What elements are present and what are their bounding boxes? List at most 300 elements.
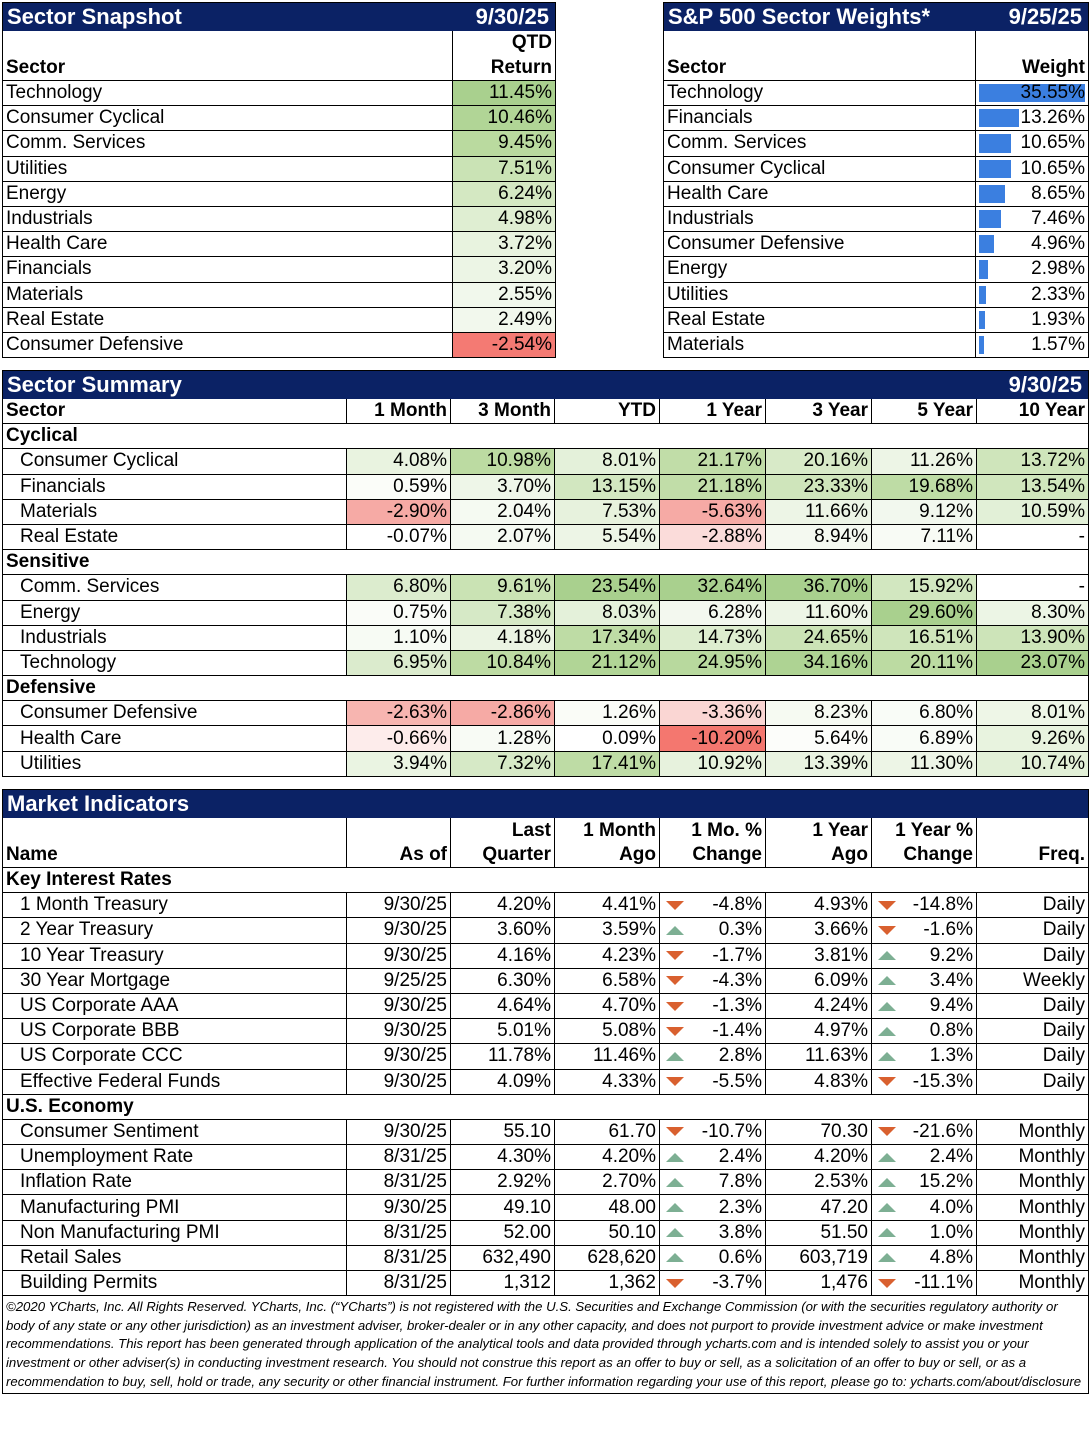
year-change: -1.6%: [872, 918, 977, 943]
return-value: 13.90%: [977, 626, 1088, 651]
group-label: Cyclical: [3, 424, 1088, 449]
year-ago-value: 2.53%: [766, 1170, 872, 1195]
year-ago-value: 3.66%: [766, 918, 872, 943]
weight-label: 13.26%: [1020, 107, 1085, 129]
year-change: -21.6%: [872, 1120, 977, 1145]
table-row: [3, 1246, 1088, 1271]
snapshot-title: Sector Snapshot: [7, 4, 182, 29]
return-value: 11.30%: [872, 752, 977, 777]
year-ago-value: 70.30: [766, 1120, 872, 1145]
as-of-date: 8/31/25: [347, 1221, 451, 1246]
qtd-return-value: 3.72%: [453, 232, 555, 257]
summary-col-1-month: 1 Month: [347, 399, 451, 424]
return-value: 21.12%: [555, 651, 660, 676]
group-row: [3, 424, 1088, 449]
return-value: 6.95%: [347, 651, 451, 676]
indicator-name: US Corporate CCC: [3, 1044, 347, 1069]
year-ago-value: 51.50: [766, 1221, 872, 1246]
up-triangle-icon: [878, 1253, 896, 1262]
table-row: [3, 500, 1088, 525]
sector-name: Financials: [3, 257, 453, 282]
month-change: 2.4%: [660, 1145, 766, 1170]
frequency: Daily: [977, 1070, 1088, 1095]
return-value: 21.17%: [660, 449, 766, 474]
table-row: [664, 131, 1088, 156]
up-triangle-icon: [878, 1002, 896, 1011]
return-value: 34.16%: [766, 651, 872, 676]
month-ago-value: 3.59%: [555, 918, 660, 943]
return-value: 13.39%: [766, 752, 872, 777]
table-row: [3, 475, 1088, 500]
month-ago-value: 4.70%: [555, 994, 660, 1019]
return-value: -2.90%: [347, 500, 451, 525]
year-change: 1.0%: [872, 1221, 977, 1246]
return-value: 0.59%: [347, 475, 451, 500]
return-value: -0.07%: [347, 525, 451, 550]
indicator-name: 1 Month Treasury: [3, 893, 347, 918]
month-change: -1.7%: [660, 944, 766, 969]
year-change: 9.2%: [872, 944, 977, 969]
frequency: Daily: [977, 893, 1088, 918]
sector-weights-panel: [663, 2, 1089, 358]
year-ago-value: 603,719: [766, 1246, 872, 1271]
up-triangle-icon: [666, 1153, 684, 1162]
table-row: [3, 1170, 1088, 1195]
group-row: [3, 868, 1088, 893]
indicator-name: 2 Year Treasury: [3, 918, 347, 943]
sector-name: Utilities: [664, 283, 976, 308]
return-value: 19.68%: [872, 475, 977, 500]
return-value: 6.28%: [660, 601, 766, 626]
table-row: [3, 182, 555, 207]
weights-col-header: [664, 31, 1088, 81]
frequency: Monthly: [977, 1246, 1088, 1271]
return-value: 23.33%: [766, 475, 872, 500]
table-row: [664, 207, 1088, 232]
table-row: [3, 257, 555, 282]
year-ago-value: 47.20: [766, 1195, 872, 1220]
summary-col-3-month: 3 Month: [451, 399, 555, 424]
as-of-date: 9/30/25: [347, 1019, 451, 1044]
as-of-date: 9/30/25: [347, 1195, 451, 1220]
market-col-name: Name: [3, 818, 347, 868]
weights-col-weight: Weight: [976, 31, 1088, 81]
year-ago-value: 4.83%: [766, 1070, 872, 1095]
month-ago-value: 1,362: [555, 1271, 660, 1296]
frequency: Daily: [977, 918, 1088, 943]
last-quarter-value: 5.01%: [451, 1019, 555, 1044]
summary-col-sector: Sector: [3, 399, 347, 424]
indicator-name: Inflation Rate: [3, 1170, 347, 1195]
year-ago-value: 4.97%: [766, 1019, 872, 1044]
year-ago-value: 4.24%: [766, 994, 872, 1019]
table-row: [664, 308, 1088, 333]
return-value: 29.60%: [872, 601, 977, 626]
sector-name: Comm. Services: [3, 131, 453, 156]
year-ago-value: 3.81%: [766, 944, 872, 969]
return-value: 21.18%: [660, 475, 766, 500]
indicator-name: Consumer Sentiment: [3, 1120, 347, 1145]
table-row: [3, 232, 555, 257]
weight-value: [976, 283, 1088, 308]
indicator-name: Building Permits: [3, 1271, 347, 1296]
month-ago-value: 4.33%: [555, 1070, 660, 1095]
qtd-return-value: 7.51%: [453, 157, 555, 182]
month-ago-value: 6.58%: [555, 969, 660, 994]
table-row: [3, 1221, 1088, 1246]
frequency: Weekly: [977, 969, 1088, 994]
table-row: [3, 969, 1088, 994]
table-row: [3, 1120, 1088, 1145]
qtd-return-value: 6.24%: [453, 182, 555, 207]
weights-header: [664, 3, 1088, 31]
summary-title: Sector Summary: [7, 372, 182, 397]
month-ago-value: 4.20%: [555, 1145, 660, 1170]
month-change: 0.3%: [660, 918, 766, 943]
weight-value: [976, 157, 1088, 182]
table-row: [3, 283, 555, 308]
sector-name: Industrials: [3, 207, 453, 232]
return-value: 23.54%: [555, 575, 660, 600]
return-value: 10.59%: [977, 500, 1088, 525]
return-value: 9.26%: [977, 726, 1088, 751]
as-of-date: 9/30/25: [347, 1120, 451, 1145]
as-of-date: 8/31/25: [347, 1170, 451, 1195]
return-value: 11.66%: [766, 500, 872, 525]
return-value: -3.36%: [660, 701, 766, 726]
return-value: 10.98%: [451, 449, 555, 474]
sector-name: Consumer Defensive: [3, 701, 347, 726]
last-quarter-value: 4.20%: [451, 893, 555, 918]
as-of-date: 9/30/25: [347, 1070, 451, 1095]
weight-label: 7.46%: [1031, 208, 1085, 230]
weight-bar: [979, 235, 994, 253]
sector-name: Real Estate: [3, 525, 347, 550]
market-table-body: [3, 868, 1088, 1296]
sector-name: Energy: [3, 182, 453, 207]
weight-label: 2.98%: [1031, 258, 1085, 280]
group-label: Defensive: [3, 676, 1088, 701]
sector-name: Comm. Services: [3, 575, 347, 600]
year-ago-value: 4.93%: [766, 893, 872, 918]
table-row: [664, 283, 1088, 308]
as-of-date: 8/31/25: [347, 1145, 451, 1170]
as-of-date: 9/30/25: [347, 918, 451, 943]
snapshot-col-return: QTD Return: [453, 31, 555, 81]
weight-value: [976, 207, 1088, 232]
month-change: -4.3%: [660, 969, 766, 994]
table-row: [3, 701, 1088, 726]
sector-name: Consumer Cyclical: [3, 106, 453, 131]
month-change: 2.8%: [660, 1044, 766, 1069]
market-col-header: [3, 818, 1088, 868]
up-triangle-icon: [878, 1027, 896, 1036]
weight-value: [976, 308, 1088, 333]
month-ago-value: 5.08%: [555, 1019, 660, 1044]
sector-name: Health Care: [664, 182, 976, 207]
weight-label: 10.65%: [1020, 157, 1085, 179]
sector-name: Energy: [664, 257, 976, 282]
last-quarter-value: 55.10: [451, 1120, 555, 1145]
sector-name: Financials: [664, 106, 976, 131]
weight-value: [976, 106, 1088, 131]
sector-name: Real Estate: [664, 308, 976, 333]
summary-date: 9/30/25: [1008, 372, 1082, 397]
table-row: [3, 333, 555, 358]
frequency: Daily: [977, 944, 1088, 969]
return-value: 17.34%: [555, 626, 660, 651]
up-triangle-icon: [666, 926, 684, 935]
weight-value: [976, 333, 1088, 358]
month-ago-value: 2.70%: [555, 1170, 660, 1195]
weights-col-sector: Sector: [664, 31, 976, 81]
return-value: 3.70%: [451, 475, 555, 500]
month-change: 3.8%: [660, 1221, 766, 1246]
table-row: [664, 232, 1088, 257]
indicator-name: Retail Sales: [3, 1246, 347, 1271]
sector-name: Technology: [3, 81, 453, 106]
return-value: 10.92%: [660, 752, 766, 777]
weight-value: [976, 81, 1088, 106]
return-value: 36.70%: [766, 575, 872, 600]
weight-label: 1.57%: [1031, 333, 1085, 355]
table-row: [3, 893, 1088, 918]
as-of-date: 8/31/25: [347, 1271, 451, 1296]
sector-name: Technology: [664, 81, 976, 106]
last-quarter-value: 52.00: [451, 1221, 555, 1246]
weight-bar: [979, 109, 1019, 127]
return-value: -: [977, 525, 1088, 550]
up-triangle-icon: [878, 976, 896, 985]
sector-name: Industrials: [664, 207, 976, 232]
market-col-ago: 1 Month Ago: [555, 818, 660, 868]
up-triangle-icon: [878, 1203, 896, 1212]
summary-col-1-year: 1 Year: [660, 399, 766, 424]
sector-name: Health Care: [3, 726, 347, 751]
weight-bar: [979, 260, 988, 278]
weight-bar: [979, 336, 984, 354]
weight-bar: [979, 160, 1011, 178]
sector-name: Materials: [664, 333, 976, 358]
return-value: 8.23%: [766, 701, 872, 726]
last-quarter-value: 6.30%: [451, 969, 555, 994]
weight-label: 10.65%: [1020, 132, 1085, 154]
up-triangle-icon: [666, 1052, 684, 1061]
return-value: 14.73%: [660, 626, 766, 651]
table-row: [664, 257, 1088, 282]
frequency: Daily: [977, 994, 1088, 1019]
market-title: Market Indicators: [7, 791, 190, 816]
return-value: -2.88%: [660, 525, 766, 550]
last-quarter-value: 4.09%: [451, 1070, 555, 1095]
summary-col-3-year: 3 Year: [766, 399, 872, 424]
return-value: 23.07%: [977, 651, 1088, 676]
return-value: 7.11%: [872, 525, 977, 550]
month-ago-value: 628,620: [555, 1246, 660, 1271]
return-value: 1.28%: [451, 726, 555, 751]
table-row: [3, 131, 555, 156]
sector-name: Consumer Cyclical: [664, 157, 976, 182]
last-quarter-value: 4.16%: [451, 944, 555, 969]
sector-name: Consumer Defensive: [664, 232, 976, 257]
table-row: [664, 106, 1088, 131]
month-change: 7.8%: [660, 1170, 766, 1195]
up-triangle-icon: [878, 1153, 896, 1162]
return-value: 5.54%: [555, 525, 660, 550]
group-row: [3, 1095, 1088, 1120]
return-value: 16.51%: [872, 626, 977, 651]
indicator-name: 30 Year Mortgage: [3, 969, 347, 994]
as-of-date: 9/30/25: [347, 994, 451, 1019]
return-value: 7.53%: [555, 500, 660, 525]
sector-name: Industrials: [3, 626, 347, 651]
month-change: -4.8%: [660, 893, 766, 918]
group-row: [3, 550, 1088, 575]
table-row: [3, 525, 1088, 550]
qtd-return-value: 3.20%: [453, 257, 555, 282]
table-row: [3, 1195, 1088, 1220]
indicator-name: Unemployment Rate: [3, 1145, 347, 1170]
weight-label: 35.55%: [1020, 82, 1085, 104]
return-value: 9.61%: [451, 575, 555, 600]
last-quarter-value: 4.30%: [451, 1145, 555, 1170]
weight-value: [976, 131, 1088, 156]
sector-name: Materials: [3, 283, 453, 308]
qtd-return-value: 9.45%: [453, 131, 555, 156]
sector-name: Utilities: [3, 752, 347, 777]
month-change: -1.3%: [660, 994, 766, 1019]
return-value: 8.03%: [555, 601, 660, 626]
sector-name: Health Care: [3, 232, 453, 257]
snapshot-table-body: [3, 81, 555, 358]
snapshot-col-header: [3, 31, 555, 81]
month-ago-value: 48.00: [555, 1195, 660, 1220]
return-value: 11.60%: [766, 601, 872, 626]
as-of-date: 8/31/25: [347, 1246, 451, 1271]
summary-col-5-year: 5 Year: [872, 399, 977, 424]
weight-value: [976, 257, 1088, 282]
frequency: Monthly: [977, 1145, 1088, 1170]
snapshot-header: [3, 3, 555, 31]
sector-name: Materials: [3, 500, 347, 525]
return-value: 8.30%: [977, 601, 1088, 626]
table-row: [3, 106, 555, 131]
month-change: -3.7%: [660, 1271, 766, 1296]
frequency: Monthly: [977, 1195, 1088, 1220]
last-quarter-value: 11.78%: [451, 1044, 555, 1069]
down-triangle-icon: [666, 1027, 684, 1036]
weight-value: [976, 232, 1088, 257]
year-change: 15.2%: [872, 1170, 977, 1195]
table-row: [3, 994, 1088, 1019]
market-col-freq-: Freq.: [977, 818, 1088, 868]
month-ago-value: 4.41%: [555, 893, 660, 918]
frequency: Monthly: [977, 1120, 1088, 1145]
sector-name: Technology: [3, 651, 347, 676]
return-value: 8.94%: [766, 525, 872, 550]
up-triangle-icon: [666, 1253, 684, 1262]
up-triangle-icon: [878, 1178, 896, 1187]
year-ago-value: 1,476: [766, 1271, 872, 1296]
year-change: 0.8%: [872, 1019, 977, 1044]
return-value: 7.32%: [451, 752, 555, 777]
summary-table-body: [3, 424, 1088, 777]
month-change: 0.6%: [660, 1246, 766, 1271]
table-row: [3, 207, 555, 232]
table-row: [3, 575, 1088, 600]
table-row: [664, 182, 1088, 207]
return-value: 10.84%: [451, 651, 555, 676]
down-triangle-icon: [878, 901, 896, 910]
year-ago-value: 4.20%: [766, 1145, 872, 1170]
return-value: 0.75%: [347, 601, 451, 626]
month-ago-value: 50.10: [555, 1221, 660, 1246]
year-ago-value: 11.63%: [766, 1044, 872, 1069]
indicator-name: Manufacturing PMI: [3, 1195, 347, 1220]
down-triangle-icon: [666, 901, 684, 910]
market-col-change: 1 Mo. % Change: [660, 818, 766, 868]
return-value: 10.74%: [977, 752, 1088, 777]
indicator-name: Non Manufacturing PMI: [3, 1221, 347, 1246]
return-value: 17.41%: [555, 752, 660, 777]
frequency: Monthly: [977, 1170, 1088, 1195]
qtd-return-value: 2.49%: [453, 308, 555, 333]
summary-header: [3, 371, 1088, 399]
return-value: 13.15%: [555, 475, 660, 500]
month-change: 2.3%: [660, 1195, 766, 1220]
weight-value: [976, 182, 1088, 207]
as-of-date: 9/30/25: [347, 1044, 451, 1069]
up-triangle-icon: [666, 1228, 684, 1237]
sector-name: Financials: [3, 475, 347, 500]
table-row: [3, 651, 1088, 676]
table-row: [3, 626, 1088, 651]
up-triangle-icon: [878, 1228, 896, 1237]
return-value: 24.95%: [660, 651, 766, 676]
sector-name: Consumer Cyclical: [3, 449, 347, 474]
table-row: [664, 333, 1088, 358]
month-change: -10.7%: [660, 1120, 766, 1145]
return-value: 15.92%: [872, 575, 977, 600]
year-change: 4.0%: [872, 1195, 977, 1220]
return-value: 5.64%: [766, 726, 872, 751]
table-row: [3, 1070, 1088, 1095]
market-col-change: 1 Year % Change: [872, 818, 977, 868]
year-change: -15.3%: [872, 1070, 977, 1095]
table-row: [3, 944, 1088, 969]
up-triangle-icon: [878, 1052, 896, 1061]
weight-label: 2.33%: [1031, 283, 1085, 305]
table-row: [664, 157, 1088, 182]
sector-name: Consumer Defensive: [3, 333, 453, 358]
month-ago-value: 11.46%: [555, 1044, 660, 1069]
sector-name: Energy: [3, 601, 347, 626]
month-change: -1.4%: [660, 1019, 766, 1044]
year-change: -14.8%: [872, 893, 977, 918]
table-row: [3, 1044, 1088, 1069]
month-ago-value: 61.70: [555, 1120, 660, 1145]
down-triangle-icon: [666, 1279, 684, 1288]
frequency: Monthly: [977, 1271, 1088, 1296]
return-value: 4.08%: [347, 449, 451, 474]
weight-label: 1.93%: [1031, 308, 1085, 330]
return-value: -2.63%: [347, 701, 451, 726]
down-triangle-icon: [666, 1002, 684, 1011]
return-value: -2.86%: [451, 701, 555, 726]
weights-table-body: [664, 81, 1088, 358]
weights-title: S&P 500 Sector Weights*: [668, 4, 931, 29]
sector-name: Real Estate: [3, 308, 453, 333]
